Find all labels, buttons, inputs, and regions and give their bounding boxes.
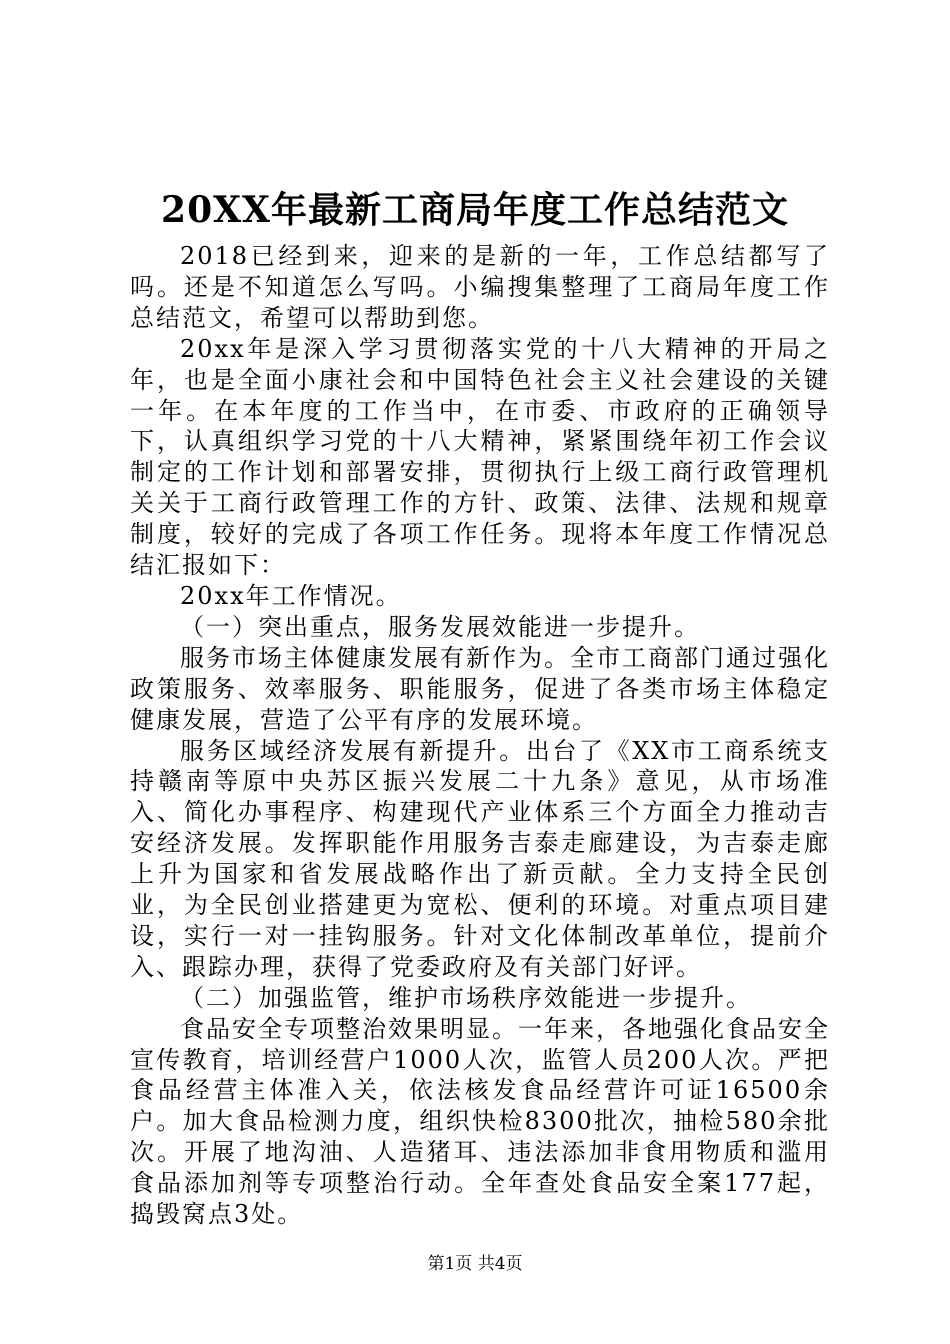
paragraph: 服务市场主体健康发展有新作为。全市工商部门通过强化政策服务、效率服务、职能服务，促进了各类市场主体稳定健康发展，营造了公平有序的发展环境。 — [130, 643, 830, 734]
page-footer: 第1页 共4页 — [427, 1254, 523, 1274]
section-heading: （二）加强监管，维护市场秩序效能进一步提升。 — [180, 983, 752, 1012]
document-body — [130, 241, 830, 1230]
paragraph: 服务区域经济发展有新提升。出台了《XX市工商系统支持赣南等原中央苏区振兴发展二十九条》意见，从市场准入、简化办事程序、构建现代产业体系三个方面全力推动吉安经济发展。发挥职能作用服务吉泰走廊建设，为吉泰走廊上升为国家和省发展战略作出了新贡献。全力支持全民创业，为全民创业搭建更为宽松、便利的环境。对重点项目建设，实行一对一挂钩服务。针对文化体制改革单位，提前介入、跟踪办理，获得了党委政府及有关部门好评。 — [130, 736, 830, 981]
paragraph: 食品安全专项整治效果明显。一年来，各地强化食品安全宣传教育，培训经营户1000人次，监管人员200人次。严把食品经营主体准入关，依法核发食品经营许可证16500余户。加大食品检测力度，组织快检8300批次，抽检580余批次。开展了地沟油、人造猪耳、违法添加非食用物质和滥用食品添加剂等专项整治行动。全年查处食品安全案177起，捣毁窝点3处。 — [130, 1014, 830, 1229]
document-title: 20XX年最新工商局年度工作总结范文 — [161, 189, 789, 231]
paragraph: 2018已经到来，迎来的是新的一年，工作总结都写了吗。还是不知道怎么写吗。小编搜集整理了工商局年度工作总结范文，希望可以帮助到您。 — [130, 242, 830, 332]
paragraph: 20xx年是深入学习贯彻落实党的十八大精神的开局之年，也是全面小康社会和中国特色社会主义社会建设的关键一年。在本年度的工作当中，在市委、市政府的正确领导下，认真组织学习党的十八大精神，紧紧围绕年初工作会议制定的工作计划和部署安排，贯彻执行上级工商行政管理机关关于工商行政管理工作的方针、政策、法律、法规和规章制度，较好的完成了各项工作任务。现将本年度工作情况总结汇报如下： — [130, 334, 830, 580]
paragraph: 20xx年工作情况。 — [180, 581, 402, 610]
section-heading: （一）突出重点，服务发展效能进一步提升。 — [180, 612, 700, 641]
